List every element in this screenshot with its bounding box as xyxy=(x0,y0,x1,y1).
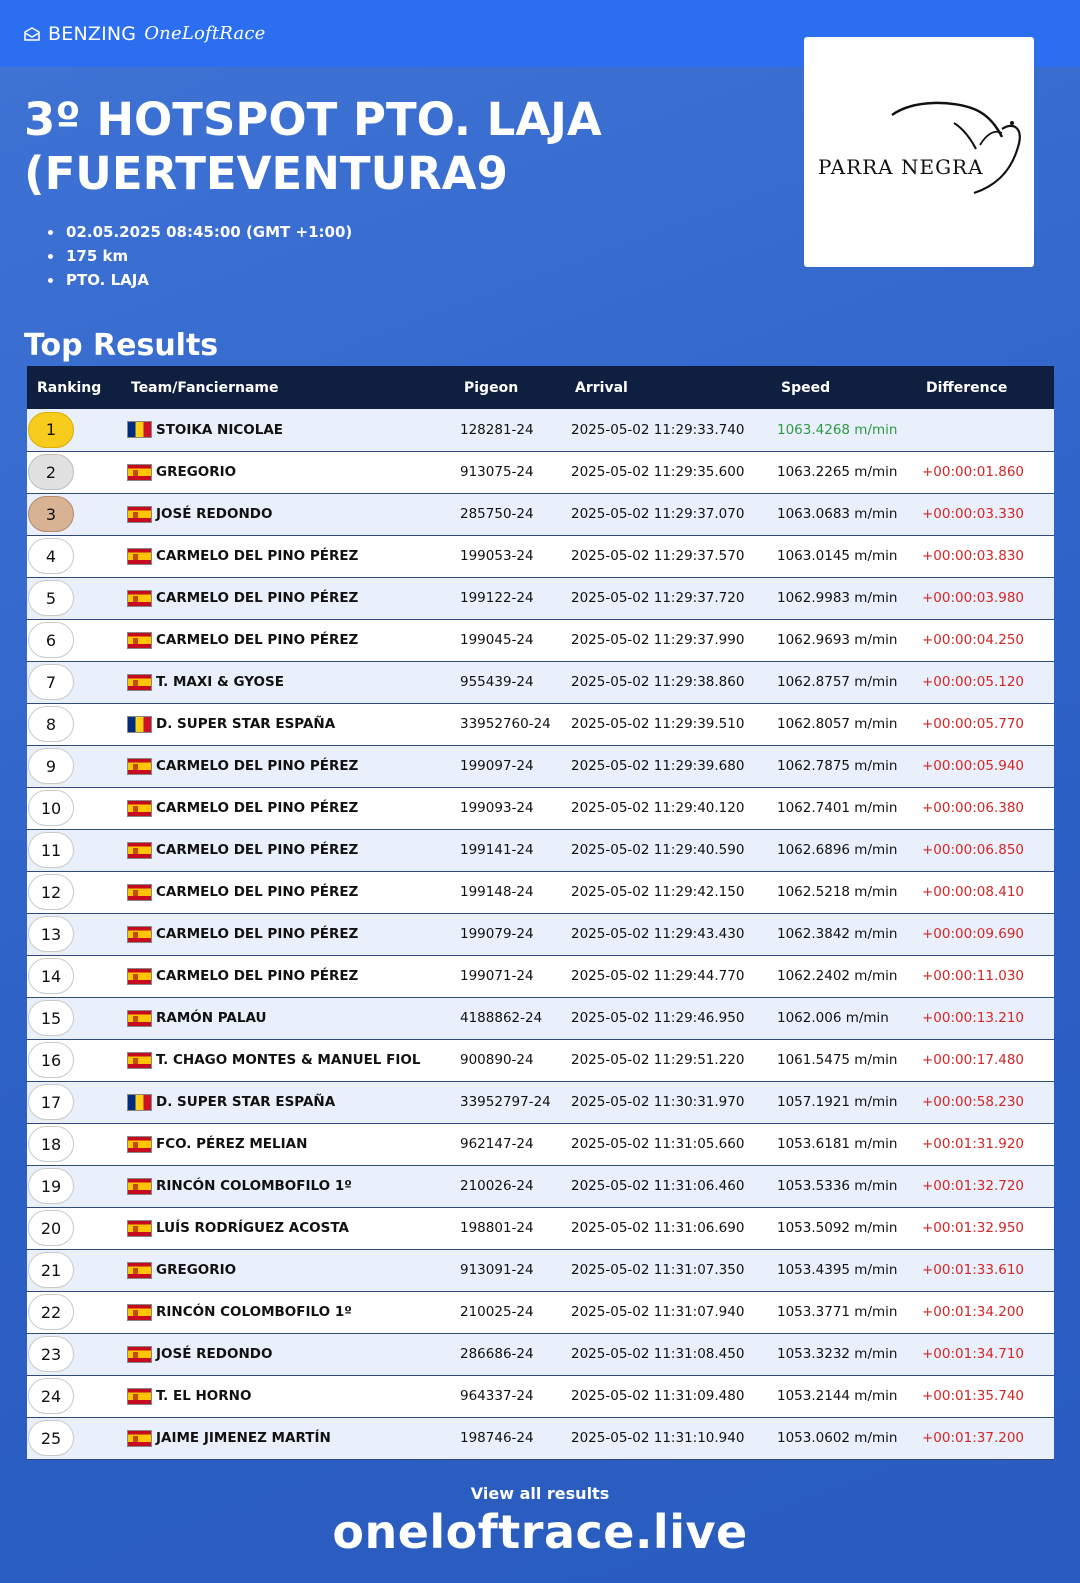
pigeon-cell: 962147-24 xyxy=(460,1136,534,1152)
pigeon-cell: 210026-24 xyxy=(460,1178,534,1194)
table-row[interactable] xyxy=(27,1123,1054,1165)
rank-cell xyxy=(27,1333,121,1375)
speed-cell: 1053.0602 m/min xyxy=(777,1430,898,1446)
arrival-cell: 2025-05-02 11:31:06.460 xyxy=(571,1178,745,1194)
rank-badge: 21 xyxy=(28,1252,74,1288)
difference-cell: +00:00:06.850 xyxy=(922,842,1025,858)
flag-es-icon xyxy=(127,842,152,859)
rank-badge: 2 xyxy=(28,454,74,490)
table-row[interactable] xyxy=(27,871,1054,913)
flag-es-icon xyxy=(127,1052,152,1069)
team-name: CARMELO DEL PINO PÉREZ xyxy=(156,842,359,858)
arrival-cell: 2025-05-02 11:31:08.450 xyxy=(571,1346,745,1362)
table-row[interactable] xyxy=(27,913,1054,955)
team-cell xyxy=(121,1333,454,1375)
speed-cell: 1053.4395 m/min xyxy=(777,1262,898,1278)
pigeon-cell: 33952760-24 xyxy=(460,716,551,732)
rank-cell xyxy=(27,787,121,829)
team-cell xyxy=(121,451,454,493)
team-name: STOIKA NICOLAE xyxy=(156,421,284,438)
flag-es-icon xyxy=(127,1220,152,1237)
rank-cell xyxy=(27,745,121,787)
pigeon-cell: 199141-24 xyxy=(460,842,534,858)
flag-es-icon xyxy=(127,800,152,817)
race-title: 3º HOTSPOT PTO. LAJA (FUERTEVENTURA9 xyxy=(24,93,602,200)
pigeon-cell: 199097-24 xyxy=(460,758,534,774)
team-cell xyxy=(121,703,454,745)
team-name: T. MAXI & GYOSE xyxy=(156,674,284,690)
difference-cell: +00:01:34.710 xyxy=(922,1346,1025,1362)
table-row[interactable] xyxy=(27,745,1054,787)
team-cell xyxy=(121,1123,454,1165)
team-name: LUÍS RODRÍGUEZ ACOSTA xyxy=(156,1220,349,1236)
difference-cell: +00:00:05.940 xyxy=(922,758,1025,774)
rank-cell xyxy=(27,997,121,1039)
arrival-cell: 2025-05-02 11:31:10.940 xyxy=(571,1430,745,1446)
team-name: CARMELO DEL PINO PÉREZ xyxy=(156,926,359,942)
speed-cell: 1053.2144 m/min xyxy=(777,1388,898,1404)
team-name: T. CHAGO MONTES & MANUEL FIOL xyxy=(156,1052,421,1068)
flag-ro-icon xyxy=(127,1094,152,1111)
bird-logo xyxy=(804,37,1034,267)
arrival-cell: 2025-05-02 11:31:05.660 xyxy=(571,1136,745,1152)
difference-cell: +00:00:03.830 xyxy=(922,548,1025,564)
rank-badge: 16 xyxy=(28,1042,74,1078)
team-name: CARMELO DEL PINO PÉREZ xyxy=(156,800,359,816)
flag-es-icon xyxy=(127,590,152,607)
table-row[interactable] xyxy=(27,1249,1054,1291)
difference-cell: +00:01:32.950 xyxy=(922,1220,1025,1236)
rank-cell xyxy=(27,409,121,451)
team-name: RINCÓN COLOMBOFILO 1º xyxy=(156,1178,352,1194)
team-cell xyxy=(121,619,454,661)
rank-badge: 9 xyxy=(28,748,74,784)
pigeon-cell: 199053-24 xyxy=(460,548,534,564)
rank-badge: 20 xyxy=(28,1210,74,1246)
speed-cell: 1062.006 m/min xyxy=(777,1010,889,1026)
speed-cell: 1062.6896 m/min xyxy=(777,842,898,858)
speed-cell: 1053.3771 m/min xyxy=(777,1304,898,1320)
team-cell xyxy=(121,787,454,829)
table-row[interactable] xyxy=(27,535,1054,577)
team-name: JAIME JIMENEZ MARTÍN xyxy=(156,1430,331,1446)
difference-cell: +00:00:09.690 xyxy=(922,926,1025,942)
difference-cell: +00:01:31.920 xyxy=(922,1136,1025,1152)
col-speed: Speed xyxy=(771,366,916,409)
difference-cell xyxy=(916,409,1054,451)
speed-cell: 1063.0683 m/min xyxy=(777,506,898,522)
sponsor-logo xyxy=(804,37,1034,267)
flag-es-icon xyxy=(127,1388,152,1405)
pigeon-cell: 128281-24 xyxy=(460,421,534,438)
rank-badge: 24 xyxy=(28,1378,74,1414)
speed-cell: 1062.5218 m/min xyxy=(777,884,898,900)
pigeon-cell: 210025-24 xyxy=(460,1304,534,1320)
rank-badge: 10 xyxy=(28,790,74,826)
pigeon-cell: 900890-24 xyxy=(460,1052,534,1068)
team-cell xyxy=(121,409,454,451)
speed-cell: 1062.9983 m/min xyxy=(777,590,898,606)
speed-cell: 1063.4268 m/min xyxy=(777,421,898,438)
pigeon-cell: 199122-24 xyxy=(460,590,534,606)
team-cell xyxy=(121,955,454,997)
rank-cell xyxy=(27,703,121,745)
rank-cell xyxy=(27,1081,121,1123)
race-date: • 02.05.2025 08:45:00 (GMT +1:00) xyxy=(64,220,352,244)
brand-name: BENZING xyxy=(48,22,137,45)
arrival-cell: 2025-05-02 11:29:37.070 xyxy=(571,506,745,522)
col-ranking: Ranking xyxy=(27,366,121,409)
pigeon-cell: 33952797-24 xyxy=(460,1094,551,1110)
team-name: GREGORIO xyxy=(156,1262,237,1278)
team-name: D. SUPER STAR ESPAÑA xyxy=(156,716,336,732)
rank-cell xyxy=(27,1291,121,1333)
rank-cell xyxy=(27,577,121,619)
rank-badge: 8 xyxy=(28,706,74,742)
flag-es-icon xyxy=(127,1346,152,1363)
team-name: D. SUPER STAR ESPAÑA xyxy=(156,1094,336,1110)
difference-cell: +00:00:08.410 xyxy=(922,884,1025,900)
rank-badge: 13 xyxy=(28,916,74,952)
table-row[interactable] xyxy=(27,1081,1054,1123)
rank-cell xyxy=(27,955,121,997)
team-cell xyxy=(121,913,454,955)
flag-es-icon xyxy=(127,1136,152,1153)
flag-ro-icon xyxy=(127,716,152,733)
rank-badge: 17 xyxy=(28,1084,74,1120)
speed-cell: 1062.7875 m/min xyxy=(777,758,898,774)
rank-cell xyxy=(27,829,121,871)
pigeon-cell: 955439-24 xyxy=(460,674,534,690)
pigeon-cell: 199071-24 xyxy=(460,968,534,984)
rank-cell xyxy=(27,1417,121,1459)
flag-es-icon xyxy=(127,884,152,901)
rank-badge: 22 xyxy=(28,1294,74,1330)
rank-cell xyxy=(27,535,121,577)
team-name: CARMELO DEL PINO PÉREZ xyxy=(156,632,359,648)
pigeon-cell: 964337-24 xyxy=(460,1388,534,1404)
flag-ro-icon xyxy=(127,421,152,438)
flag-es-icon xyxy=(127,674,152,691)
mail-icon xyxy=(24,27,40,41)
rank-badge: 19 xyxy=(28,1168,74,1204)
arrival-cell: 2025-05-02 11:30:31.970 xyxy=(571,1094,745,1110)
rank-badge: 25 xyxy=(28,1420,74,1456)
rank-badge: 7 xyxy=(28,664,74,700)
arrival-cell: 2025-05-02 11:31:07.350 xyxy=(571,1262,745,1278)
col-arrival: Arrival xyxy=(565,366,771,409)
arrival-cell: 2025-05-02 11:29:35.600 xyxy=(571,464,745,480)
team-cell xyxy=(121,1081,454,1123)
table-row[interactable] xyxy=(27,1165,1054,1207)
speed-cell: 1062.2402 m/min xyxy=(777,968,898,984)
difference-cell: +00:01:32.720 xyxy=(922,1178,1025,1194)
table-row[interactable] xyxy=(27,787,1054,829)
site-url[interactable]: oneloftrace.live xyxy=(332,1505,748,1559)
pigeon-cell: 198746-24 xyxy=(460,1430,534,1446)
table-row[interactable] xyxy=(27,703,1054,745)
team-name: CARMELO DEL PINO PÉREZ xyxy=(156,968,359,984)
arrival-cell: 2025-05-02 11:31:07.940 xyxy=(571,1304,745,1320)
speed-cell: 1053.3232 m/min xyxy=(777,1346,898,1362)
results-body xyxy=(27,409,1054,1459)
team-cell xyxy=(121,535,454,577)
flag-es-icon xyxy=(127,506,152,523)
flag-es-icon xyxy=(127,1178,152,1195)
difference-cell: +00:00:17.480 xyxy=(922,1052,1025,1068)
speed-cell: 1053.5336 m/min xyxy=(777,1178,898,1194)
flag-es-icon xyxy=(127,632,152,649)
flag-es-icon xyxy=(127,548,152,565)
table-header xyxy=(27,366,1054,409)
rank-badge: 3 xyxy=(28,496,74,532)
arrival-cell: 2025-05-02 11:29:39.510 xyxy=(571,716,745,732)
table-row[interactable] xyxy=(27,1333,1054,1375)
table-row[interactable] xyxy=(27,493,1054,535)
rank-cell xyxy=(27,871,121,913)
difference-cell: +00:01:35.740 xyxy=(922,1388,1025,1404)
arrival-cell: 2025-05-02 11:29:38.860 xyxy=(571,674,745,690)
rank-cell xyxy=(27,1123,121,1165)
flag-es-icon xyxy=(127,1010,152,1027)
flag-es-icon xyxy=(127,758,152,775)
team-cell xyxy=(121,1417,454,1459)
team-cell xyxy=(121,493,454,535)
pigeon-cell: 198801-24 xyxy=(460,1220,534,1236)
results-table xyxy=(27,366,1054,1460)
pigeon-cell: 913075-24 xyxy=(460,464,534,480)
speed-cell: 1062.9693 m/min xyxy=(777,632,898,648)
rank-cell xyxy=(27,1165,121,1207)
speed-cell: 1062.8057 m/min xyxy=(777,716,898,732)
difference-cell: +00:01:34.200 xyxy=(922,1304,1025,1320)
speed-cell: 1063.2265 m/min xyxy=(777,464,898,480)
sponsor-name: PARRA NEGRA xyxy=(818,155,984,179)
table-row[interactable] xyxy=(27,619,1054,661)
difference-cell: +00:00:58.230 xyxy=(922,1094,1025,1110)
rank-badge: 23 xyxy=(28,1336,74,1372)
table-row[interactable] xyxy=(27,451,1054,493)
team-cell xyxy=(121,997,454,1039)
rank-cell xyxy=(27,1249,121,1291)
table-row[interactable] xyxy=(27,1417,1054,1459)
rank-cell xyxy=(27,1207,121,1249)
team-cell xyxy=(121,745,454,787)
flag-es-icon xyxy=(127,464,152,481)
team-cell xyxy=(121,1375,454,1417)
speed-cell: 1063.0145 m/min xyxy=(777,548,898,564)
rank-cell xyxy=(27,451,121,493)
table-row[interactable] xyxy=(27,955,1054,997)
brand-logo[interactable] xyxy=(24,23,266,45)
table-row[interactable] xyxy=(27,1375,1054,1417)
rank-cell xyxy=(27,661,121,703)
rank-badge: 15 xyxy=(28,1000,74,1036)
team-name: CARMELO DEL PINO PÉREZ xyxy=(156,548,359,564)
team-name: GREGORIO xyxy=(156,464,237,480)
pigeon-cell: 913091-24 xyxy=(460,1262,534,1278)
table-row[interactable] xyxy=(27,409,1054,451)
race-distance: • 175 km xyxy=(64,244,352,268)
team-name: JOSÉ REDONDO xyxy=(156,1346,273,1362)
pigeon-cell: 199079-24 xyxy=(460,926,534,942)
arrival-cell: 2025-05-02 11:31:06.690 xyxy=(571,1220,745,1236)
col-pigeon: Pigeon xyxy=(454,366,565,409)
flag-es-icon xyxy=(127,1430,152,1447)
team-name: CARMELO DEL PINO PÉREZ xyxy=(156,590,359,606)
difference-cell: +00:00:04.250 xyxy=(922,632,1025,648)
rank-badge: 6 xyxy=(28,622,74,658)
rank-cell xyxy=(27,493,121,535)
arrival-cell: 2025-05-02 11:29:40.120 xyxy=(571,800,745,816)
speed-cell: 1061.5475 m/min xyxy=(777,1052,898,1068)
arrival-cell: 2025-05-02 11:29:33.740 xyxy=(571,421,745,438)
speed-cell: 1053.6181 m/min xyxy=(777,1136,898,1152)
team-name: T. EL HORNO xyxy=(156,1388,252,1404)
arrival-cell: 2025-05-02 11:29:40.590 xyxy=(571,842,745,858)
rank-badge: 14 xyxy=(28,958,74,994)
team-cell xyxy=(121,1249,454,1291)
difference-cell: +00:00:06.380 xyxy=(922,800,1025,816)
team-name: RINCÓN COLOMBOFILO 1º xyxy=(156,1304,352,1320)
arrival-cell: 2025-05-02 11:29:43.430 xyxy=(571,926,745,942)
table-row[interactable] xyxy=(27,661,1054,703)
table-row[interactable] xyxy=(27,577,1054,619)
arrival-cell: 2025-05-02 11:29:37.720 xyxy=(571,590,745,606)
rank-badge: 11 xyxy=(28,832,74,868)
rank-cell xyxy=(27,1039,121,1081)
flag-es-icon xyxy=(127,926,152,943)
speed-cell: 1057.1921 m/min xyxy=(777,1094,898,1110)
pigeon-cell: 4188862-24 xyxy=(460,1010,543,1026)
rank-cell xyxy=(27,619,121,661)
arrival-cell: 2025-05-02 11:29:37.570 xyxy=(571,548,745,564)
team-name: FCO. PÉREZ MELIAN xyxy=(156,1136,308,1152)
rank-badge: 12 xyxy=(28,874,74,910)
team-name: RAMÓN PALAU xyxy=(156,1010,267,1026)
pigeon-cell: 199093-24 xyxy=(460,800,534,816)
rank-badge: 5 xyxy=(28,580,74,616)
brand-script: OneLoftRace xyxy=(144,23,266,44)
team-cell xyxy=(121,1039,454,1081)
table-row[interactable] xyxy=(27,1039,1054,1081)
rank-badge: 1 xyxy=(28,412,74,448)
arrival-cell: 2025-05-02 11:31:09.480 xyxy=(571,1388,745,1404)
speed-cell: 1062.8757 m/min xyxy=(777,674,898,690)
arrival-cell: 2025-05-02 11:29:44.770 xyxy=(571,968,745,984)
flag-es-icon xyxy=(127,1262,152,1279)
flag-es-icon xyxy=(127,968,152,985)
difference-cell: +00:01:33.610 xyxy=(922,1262,1025,1278)
race-location: • PTO. LAJA xyxy=(64,268,352,292)
col-team: Team/Fanciername xyxy=(121,366,454,409)
team-name: JOSÉ REDONDO xyxy=(156,506,273,522)
difference-cell: +00:00:13.210 xyxy=(922,1010,1025,1026)
race-details xyxy=(46,220,352,292)
section-title: Top Results xyxy=(24,328,219,363)
pigeon-cell: 199148-24 xyxy=(460,884,534,900)
difference-cell: +00:00:11.030 xyxy=(922,968,1025,984)
team-cell xyxy=(121,829,454,871)
table-row[interactable] xyxy=(27,1291,1054,1333)
difference-cell: +00:00:03.980 xyxy=(922,590,1025,606)
col-difference: Difference xyxy=(916,366,1054,409)
pigeon-cell: 286686-24 xyxy=(460,1346,534,1362)
team-cell xyxy=(121,577,454,619)
speed-cell: 1053.5092 m/min xyxy=(777,1220,898,1236)
team-name: CARMELO DEL PINO PÉREZ xyxy=(156,884,359,900)
arrival-cell: 2025-05-02 11:29:37.990 xyxy=(571,632,745,648)
pigeon-cell: 199045-24 xyxy=(460,632,534,648)
difference-cell: +00:00:03.330 xyxy=(922,506,1025,522)
rank-badge: 4 xyxy=(28,538,74,574)
rank-badge: 18 xyxy=(28,1126,74,1162)
team-cell xyxy=(121,1291,454,1333)
speed-cell: 1062.7401 m/min xyxy=(777,800,898,816)
arrival-cell: 2025-05-02 11:29:42.150 xyxy=(571,884,745,900)
difference-cell: +00:00:05.770 xyxy=(922,716,1025,732)
team-name: CARMELO DEL PINO PÉREZ xyxy=(156,758,359,774)
team-cell xyxy=(121,871,454,913)
team-cell xyxy=(121,1165,454,1207)
table-row[interactable] xyxy=(27,829,1054,871)
table-row[interactable] xyxy=(27,997,1054,1039)
team-cell xyxy=(121,661,454,703)
difference-cell: +00:00:01.860 xyxy=(922,464,1025,480)
arrival-cell: 2025-05-02 11:29:46.950 xyxy=(571,1010,745,1026)
pigeon-cell: 285750-24 xyxy=(460,506,534,522)
rank-cell xyxy=(27,913,121,955)
speed-cell: 1062.3842 m/min xyxy=(777,926,898,942)
difference-cell: +00:01:37.200 xyxy=(922,1430,1025,1446)
view-all-results-link[interactable]: View all results xyxy=(470,1484,610,1503)
rank-cell xyxy=(27,1375,121,1417)
table-row[interactable] xyxy=(27,1207,1054,1249)
flag-es-icon xyxy=(127,1304,152,1321)
difference-cell: +00:00:05.120 xyxy=(922,674,1025,690)
arrival-cell: 2025-05-02 11:29:39.680 xyxy=(571,758,745,774)
team-cell xyxy=(121,1207,454,1249)
arrival-cell: 2025-05-02 11:29:51.220 xyxy=(571,1052,745,1068)
